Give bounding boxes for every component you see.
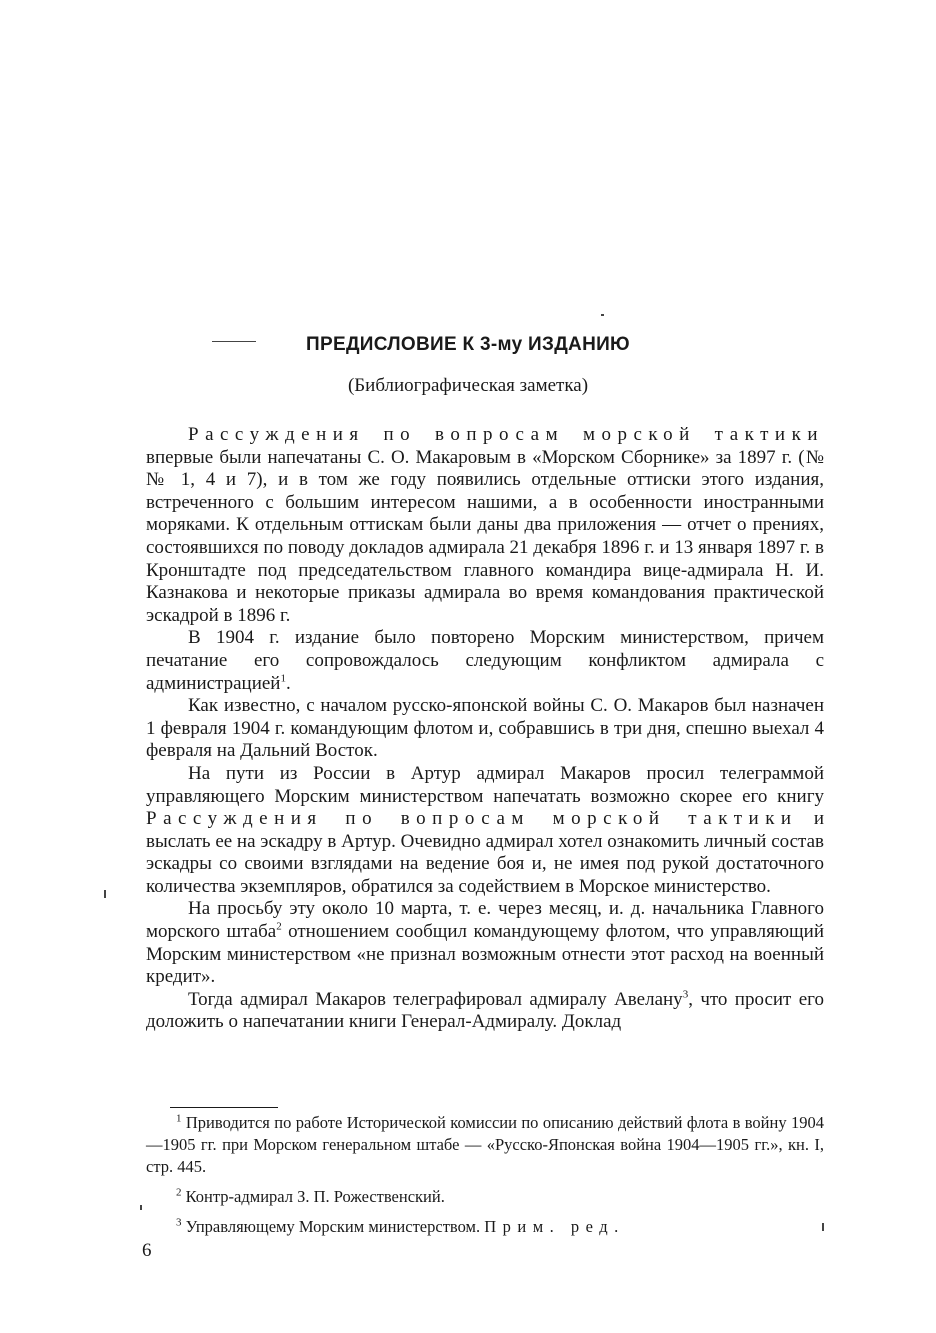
paragraph-5 [146,898,824,988]
paragraph-text: На просьбу эту около 10 марта, т. е. через месяц, и. д. начальника Главного морского штаба [146,898,824,943]
footnote-ref: 2 [276,920,282,933]
scan-artifact [822,1223,824,1231]
footnote-mark: 3 [176,1216,182,1229]
paragraph-text-tail: . [285,672,291,694]
book-title-spaced: Рассуждения по вопросам морской тактики [188,424,824,445]
footnote-divider [170,1107,278,1108]
footnote-mark: 2 [176,1186,182,1199]
editor-note-spaced: Прим. ред. [484,1217,625,1236]
paragraph-4 [146,763,824,899]
paragraph-text-tail: отношением сообщил командующему флотом, что управляющий Морским министерством «не признал возможным отнести этот расход на военный кредит». [146,921,824,988]
paragraph-text: Тогда адмирал Макаров телеграфировал адмиралу Авелану [188,988,683,1010]
footnote-ref: 1 [280,672,286,685]
footnotes [146,1112,824,1238]
footnote-2 [146,1186,824,1208]
paragraph-text: впервые были напечатаны С. О. Макаровым в «Морском Сборнике» за 1897 г. (№№ 1, 4 и 7), и в том же году появились отдельные оттиски этого издания, встреченного с большим интересом нашими, а в особенности иностранными моряками. К отдельным оттискам были даны два приложения — отчет о прениях, состоявшихся по поводу докладов адмирала 21 декабря 1896 г. и 13 января 1897 г. в Кронштадте под председательством главного командира вице-адмирала Н. И. Казнакова и некоторые приказы адмирала во время командования практической эскадрой в 1896 г. [146,446,824,626]
paragraph-2 [146,627,824,695]
page-subtitle: (Библиографическая заметка) [347,375,589,396]
paragraph-text: В 1904 г. издание было повторено Морским министерством, причем печатание его сопровождалось следующим конфликтом адмирала с администрацией [146,627,824,694]
paragraph-text-tail: и выслать ее на эскадру в Артур. Очевидно адмирал хотел ознакомить личный состав эскадры со своими взглядами на ведение боя и, не имея под рукой достаточного количества экземпляров, обратился за содействием в Морское министерство. [146,808,824,897]
paragraph-text: На пути из России в Артур адмирал Макаров просил телеграммой управляющего Морским министерством напечатать возможно скорее его книгу [146,762,824,807]
scan-artifact [104,890,106,898]
book-title-spaced: Рассуждения по вопросам морской тактики [146,808,798,830]
scan-artifact [601,314,604,316]
footnote-text: Управляющему Морским министерством. [181,1217,485,1236]
footnote-3 [146,1216,824,1238]
footnote-text: Приводится по работе Исторической комиссии по описанию действий флота в войну 1904—1905 гг. при Морском генеральном штабе — «Русско-Японская война 1904—1905 гг.», кн. I, стр. 445. [146,1113,824,1176]
scan-artifact [140,1205,142,1210]
scan-artifact [212,341,256,342]
footnote-text: Контр-адмирал З. П. Рожественский. [181,1187,445,1206]
page-number: 6 [142,1240,152,1261]
page-title: ПРЕДИСЛОВИЕ К 3-му ИЗДАНИЮ [306,334,630,355]
paragraph-1 [146,424,824,627]
footnote-mark: 1 [176,1112,182,1125]
paragraph-6 [146,989,824,1034]
body-text [146,424,824,1034]
paragraph-text-tail: , что просит его доложить о напечатании книги Генерал-Адмиралу. Доклад [146,988,824,1033]
footnote-ref: 3 [682,988,689,1001]
paragraph-3 [146,695,824,763]
paragraph-text: Как известно, с началом русско-японской войны С. О. Макаров был назначен 1 февраля 1904 г. командующим флотом и, собравшись в три дня, спешно выехал 4 февраля на Дальний Восток. [146,695,824,762]
footnote-1 [146,1112,824,1178]
